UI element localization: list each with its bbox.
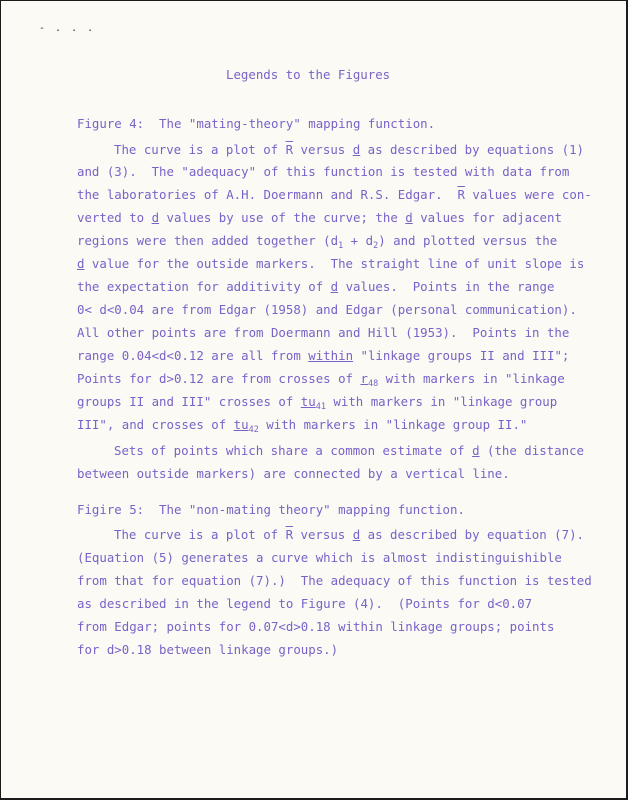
page-title: Legends to the Figures xyxy=(226,67,391,82)
text-run: + d xyxy=(343,233,374,248)
text-line xyxy=(77,417,528,435)
text-run: d xyxy=(151,210,160,225)
text-run: d xyxy=(330,279,339,294)
text-run: with markers in "linkage group II." xyxy=(258,417,528,432)
subscript: 41 xyxy=(315,402,326,412)
text-run: Figure 4: The "mating-theory" mapping function. xyxy=(77,116,436,131)
text-run: as described by equations (1) xyxy=(360,142,584,157)
text-line xyxy=(77,350,569,362)
text-run: as described by equation (7). xyxy=(360,527,584,542)
text-line xyxy=(77,166,569,178)
subscript: 42 xyxy=(248,425,259,435)
text-line xyxy=(77,504,465,516)
text-line xyxy=(77,575,592,587)
text-run: versus xyxy=(293,142,353,157)
text-line xyxy=(77,468,510,480)
document-page xyxy=(1,1,626,798)
text-run: within xyxy=(308,348,354,363)
text-run: $\overline{R}$ xyxy=(457,187,465,202)
text-run: (the distance xyxy=(479,443,584,458)
text-line xyxy=(77,258,584,270)
text-run: ) and plotted versus the xyxy=(378,233,558,248)
text-run: and (3). The "adequacy" of this function is tested with data from xyxy=(77,164,570,179)
text-run: values. Points in the range xyxy=(338,279,555,294)
text-run: versus xyxy=(293,527,353,542)
text-run: r xyxy=(360,371,368,386)
text-run: with markers in "linkage xyxy=(378,371,565,386)
text-run: The curve is a plot of xyxy=(114,527,286,542)
text-run: the expectation for additivity of xyxy=(77,279,331,294)
text-run: values were con- xyxy=(464,187,592,202)
text-run: Sets of points which share a common estimate of xyxy=(114,443,473,458)
text-run: Points for d>0.12 are from crosses of xyxy=(77,371,361,386)
text-run: as described in the legend to Figure (4). (Points for d<0.07 xyxy=(77,596,533,611)
text-run: $\overline{R}$ xyxy=(285,142,294,157)
text-line xyxy=(77,644,338,656)
subscript: 48 xyxy=(367,379,379,389)
text-run: from that for equation (7).) The adequacy of this function is tested xyxy=(77,573,592,588)
text-line xyxy=(114,529,584,541)
text-run: tu xyxy=(300,394,316,409)
text-line xyxy=(114,144,584,156)
text-run: tu xyxy=(233,417,249,432)
text-run: regions were then added together (d xyxy=(77,233,339,248)
text-line xyxy=(77,552,562,564)
text-run: $\overline{R}$ xyxy=(285,527,294,542)
text-run: between outside markers) are connected by a vertical line. xyxy=(77,466,510,481)
text-line xyxy=(77,118,435,130)
text-line xyxy=(77,281,554,293)
text-run: values for adjacent xyxy=(412,210,562,225)
text-run: value for the outside markers. The straight line of unit slope is xyxy=(84,256,585,271)
text-run: III", and crosses of xyxy=(77,417,234,432)
subscript: 1 xyxy=(338,241,344,251)
text-line xyxy=(77,327,569,339)
text-line xyxy=(114,445,584,457)
text-line xyxy=(77,189,592,201)
text-line xyxy=(77,621,554,633)
text-run: Figire 5: The "non-mating theory" mapping function. xyxy=(77,502,465,517)
text-run: (Equation (5) generates a curve which is almost indistinguishible xyxy=(77,550,562,565)
text-run: verted to xyxy=(77,210,152,225)
text-run: All other points are from Doermann and Hill (1953). Points in the xyxy=(77,325,570,340)
text-run: the laboratories of A.H. Doermann and R.S. Edgar. xyxy=(77,187,458,202)
text-run: d xyxy=(352,527,361,542)
text-run: d xyxy=(472,443,480,458)
text-run: "linkage groups II and III"; xyxy=(353,348,570,363)
text-line xyxy=(77,304,577,316)
text-line xyxy=(77,212,562,224)
text-run: from Edgar; points for 0.07<d>0.18 within linkage groups; points xyxy=(77,619,555,634)
corner-mark: - . . . xyxy=(39,23,96,34)
text-line xyxy=(77,371,565,389)
text-run: groups II and III" crosses of xyxy=(77,394,301,409)
text-run: d xyxy=(405,210,413,225)
text-run: The curve is a plot of xyxy=(114,142,286,157)
text-run: values by use of the curve; the xyxy=(159,210,406,225)
text-run: for d>0.18 between linkage groups.) xyxy=(77,642,339,657)
text-line xyxy=(77,394,558,412)
text-run: d xyxy=(77,256,85,271)
text-run: with markers in "linkage group xyxy=(325,394,558,409)
subscript: 2 xyxy=(373,241,379,251)
text-run: d xyxy=(352,142,361,157)
text-line xyxy=(77,598,532,610)
text-line xyxy=(77,233,558,251)
text-run: range 0.04<d<0.12 are all from xyxy=(77,348,309,363)
text-run: 0< d<0.04 are from Edgar (1958) and Edgar (personal communication). xyxy=(77,302,577,317)
